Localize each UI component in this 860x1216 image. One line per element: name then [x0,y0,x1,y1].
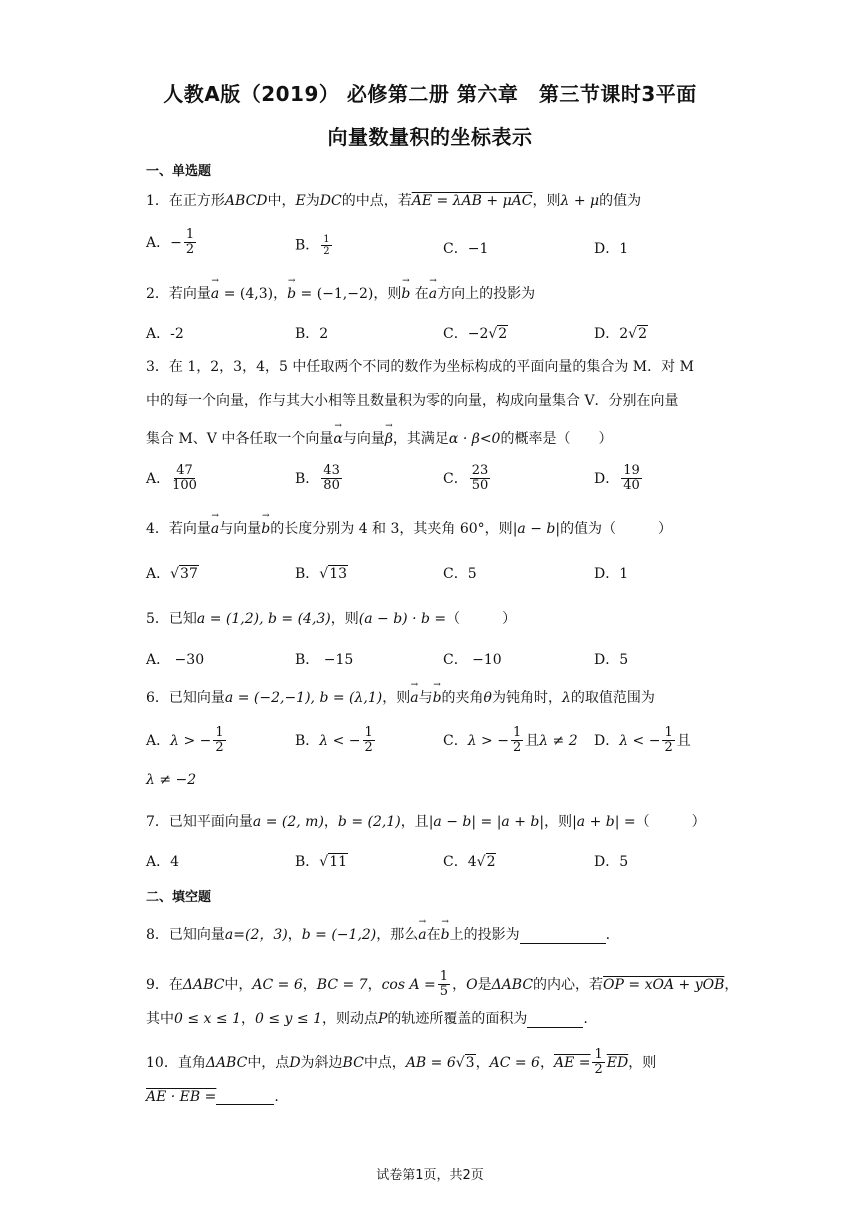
q6-option-d[interactable]: D．λ < − $\frac{1}{2}$ 且 [594,725,691,756]
q6-option-c[interactable]: C．λ > − $\frac{1}{2}$ 且λ ≠ 2 [443,725,578,756]
sqrt: √3 [455,1054,475,1071]
q3-option-a[interactable]: A． $\frac{47}{100}$ [146,463,197,494]
page-title-line2: 向量数量积的坐标表示 [327,125,533,149]
sqrt: √11 [319,854,348,870]
q2-option-b[interactable]: B．2 [295,326,329,342]
question-10-line2: AE · EB = . [146,1089,279,1105]
question-3-line2: 中的每一个向量，作与其大小相等且数量积为零的向量，构成向量集合 V．分别在向量 [146,393,679,409]
question-5: 5．已知a = (1,2), b = (4,3)，则(a − b) · b =（ ） [146,611,517,627]
q3-option-d[interactable]: D． $\frac{19}{40}$ [594,463,640,494]
fraction: $\frac{1}{2}$ [323,234,330,257]
q1-formula: AE = λAB + μAC [411,193,533,209]
fraction: $\frac{1}{2}$ [215,725,224,756]
sqrt: √2 [628,326,647,342]
q7-option-c[interactable]: C．4√2 [443,854,496,870]
q4-option-d[interactable]: D．1 [594,566,629,582]
sqrt: √2 [476,854,496,870]
q6-given: a = (−2,−1), b = (λ,1) [224,690,383,706]
q5-option-d[interactable]: D．5 [594,652,629,668]
q1-option-a[interactable]: A．− $\frac{1}{2}$ [146,227,195,258]
sqrt: √2 [488,326,508,342]
fraction: $\frac{43}{80}$ [323,463,340,494]
question-9-line2: 其中0 ≤ x ≤ 1，0 ≤ y ≤ 1，则动点P的轨迹所覆盖的面积为 . [146,1011,588,1027]
question-2: 2．若向量→ a = (4,3)，→ b = (−1,−2)，则→ b 在→ a方向上的投影为 [146,283,535,303]
answer-blank[interactable] [520,929,606,944]
q4-option-a[interactable]: A．√37 [146,566,198,582]
q1-option-b[interactable]: B． $\frac{1}{2}$ [295,234,330,257]
section-fill-blank: 二、填空题 [146,890,212,905]
page-title-line1: 人教A版（2019） 必修第二册 第六章 第三节课时3平面 [163,82,697,106]
q4-option-b[interactable]: B．√13 [295,566,348,582]
q6-option-b[interactable]: B．λ < − $\frac{1}{2}$ [295,725,373,756]
q5-expression: (a − b) · b = [358,611,447,627]
fraction: $\frac{47}{100}$ [172,463,197,494]
q2-option-c[interactable]: C．−2√2 [443,326,508,342]
question-10-line1: 10．直角ΔABC中，点D为斜边BC中点，AB = 6√3，AC = 6，AE = $\frac{1}{2}$ $\overline{ED}$，则 [146,1047,657,1078]
q1-option-c[interactable]: C．−1 [443,241,489,257]
fraction: $\frac{19}{40}$ [623,463,640,494]
answer-blank[interactable] [216,1090,274,1105]
q5-given: a = (1,2), b = (4,3) [196,611,331,627]
q7-option-b[interactable]: B．√11 [295,854,348,870]
sqrt: √37 [170,566,198,582]
fraction: $\frac{1}{2}$ [364,725,373,756]
q3-option-b[interactable]: B． $\frac{43}{80}$ [295,463,340,494]
q1-option-d[interactable]: D．1 [594,241,629,257]
question-8: 8．已知向量a=(2，3)，b = (−1,2)，那么→ a在→ b上的投影为 . [146,924,610,944]
question-4: 4．若向量→ a与向量→ b的长度分别为 4 和 3，其夹角 60°，则|a − b|的值为（ ） [146,518,672,538]
question-9-line1: 9．在ΔABC中，AC = 6，BC = 7，cos A = $\frac{1}{5}$ ，O是ΔABC的内心，若OP = xOA + yOB， [146,969,739,1000]
question-1: 1．在正方形ABCD中，E为DC的中点，若AE = λAB + μAC，则λ + μ的值为 [146,193,642,209]
q5-option-a[interactable]: A． −30 [146,652,205,668]
question-7: 7．已知平面向量a = (2, m)，b = (2,1)，且|a − b| = |a + b|，则|a + b| =（ ） [146,814,706,830]
q7-option-d[interactable]: D．5 [594,854,629,870]
fraction: $\frac{23}{50}$ [471,463,489,494]
fraction: $\frac{1}{5}$ [439,969,449,1000]
q4-option-c[interactable]: C．5 [443,566,477,582]
q3-option-c[interactable]: C． $\frac{23}{50}$ [443,463,489,494]
fraction: $\frac{1}{2}$ [664,725,673,756]
question-3-line1: 3．在 1，2，3，4，5 中任取两个不同的数作为坐标构成的平面向量的集合为 M．对 M [146,359,694,375]
q6-option-a[interactable]: A．λ > − $\frac{1}{2}$ [146,725,224,756]
sqrt: √13 [319,566,348,582]
question-3-line3: 集合 M、V 中各任取一个向量→ α与向量→ β，其满足α · β<0的概率是（ ） [146,428,612,448]
q5-option-c[interactable]: C． −10 [443,652,502,668]
fraction: $\frac{1}{2}$ [185,227,195,258]
answer-blank[interactable] [527,1013,583,1028]
fraction: $\frac{1}{2}$ [594,1047,603,1078]
q6-option-d-continued: λ ≠ −2 [146,772,197,788]
q2-option-d[interactable]: D．2√2 [594,326,647,342]
q7-option-a[interactable]: A．4 [146,854,180,870]
page-footer: 试卷第1页，共2页 [376,1168,484,1183]
q2-option-a[interactable]: A．-2 [146,326,184,342]
q5-option-b[interactable]: B． −15 [295,652,354,668]
question-6: 6．已知向量a = (−2,−1), b = (λ,1)，则→ a与→ b的夹角θ为钝角时，λ的取值范围为 [146,687,655,707]
fraction: $\frac{1}{2}$ [512,725,522,756]
section-single-choice: 一、单选题 [146,164,212,179]
